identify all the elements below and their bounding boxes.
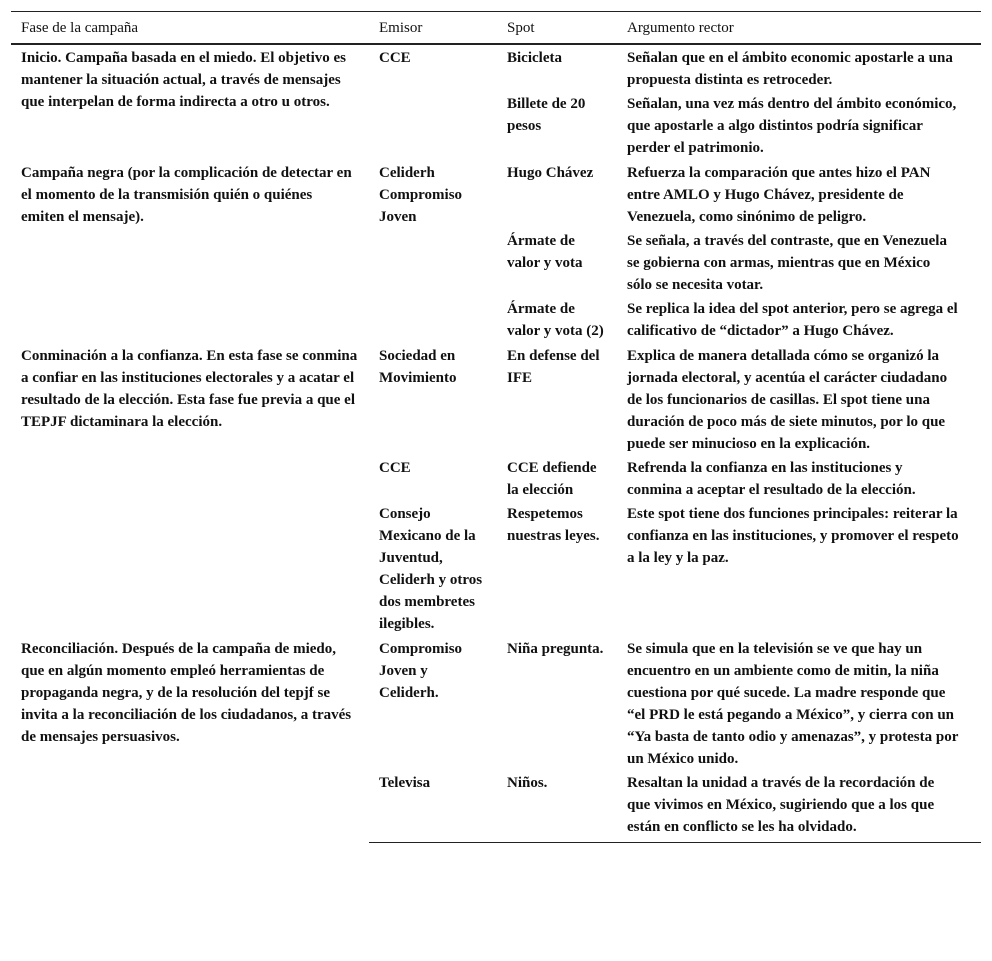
argumento-cell: Se señala, a través del contraste, que en Venezuela se gobierna con armas, mientras que en México sólo se necesita votar. <box>627 233 947 293</box>
argumento-cell: Explica de manera detallada cómo se organizó la jornada electoral, y acentúa el carácter ciudadano de los funcionarios de casillas. El spot tiene una duración de poco más de siete minutos, por lo que puede ser minucioso en la explicación. <box>627 348 948 452</box>
spot-cell: Ármate de valor y vota <box>507 233 583 271</box>
argumento-cell: Refrenda la confianza en las instituciones y conmina a aceptar el resultado de la elección. <box>627 460 916 498</box>
spot-cell: Billete de 20 pesos <box>507 96 586 134</box>
spot-cell: Hugo Chávez <box>507 165 594 181</box>
argumento-cell: Este spot tiene dos funciones principales: reiterar la confianza en las instituciones, y promover el respeto a la ley y la paz. <box>627 506 959 566</box>
header-argumento: Argumento rector <box>617 12 981 45</box>
argumento-cell: Resaltan la unidad a través de la recordación de que vivimos en México, sugiriendo que a los que están en conflicto se les ha olvidado. <box>617 771 981 843</box>
fase-cell: Conminación a la confianza. En esta fase se conmina a confiar en las instituciones electorales y a acatar el resultado de la elección. Esta fase fue previa a que el TEPJF dictaminara la elección. <box>21 348 358 430</box>
header-fase: Fase de la campaña <box>11 12 369 45</box>
table-row <box>11 44 981 92</box>
emisor-cell: CCE <box>379 460 411 476</box>
emisor-cell: Televisa <box>369 771 497 843</box>
spot-cell: Niños. <box>497 771 617 843</box>
argumento-cell: Se simula que en la televisión se ve que hay un encuentro en un ambiente como de mitin, la niña cuestiona por qué sucede. La madre responde que “el PRD le está pegando a México”, y cierra con un “Ya basta de tanto odio y amenazas”, y protesta por un México unido. <box>627 641 959 767</box>
emisor-cell <box>369 92 497 160</box>
argumento-cell: Señalan que en el ámbito economic apostarle a una propuesta distinta es retroceder. <box>627 50 953 88</box>
emisor-cell: Celiderh Compromiso Joven <box>379 165 463 225</box>
argumento-cell: Refuerza la comparación que antes hizo el PAN entre AMLO y Hugo Chávez, presidente de Venezuela, como sinónimo de peligro. <box>627 165 931 225</box>
fase-cell: Campaña negra (por la complicación de detectar en el momento de la transmisión quién o quiénes emiten el mensaje). <box>21 165 352 225</box>
fase-cell: Reconciliación. Después de la campaña de miedo, que en algún momento empleó herramientas de propaganda negra, y de la resolución del tepjf se invita a la reconciliación de los ciudadanos, a través de mensajes persuasivos. <box>21 641 352 745</box>
emisor-cell <box>369 229 497 297</box>
emisor-cell: Consejo Mexicano de la Juventud, Celiderh y otros dos membretes ilegibles. <box>379 506 483 632</box>
table-row <box>11 160 981 229</box>
header-row <box>11 12 981 45</box>
header-emisor: Emisor <box>369 12 497 45</box>
fase-cell: Inicio. Campaña basada en el miedo. El objetivo es mantener la situación actual, a través de mensajes que interpelan de forma indirecta a otro u otros. <box>21 50 347 110</box>
spot-cell: Bicicleta <box>507 50 562 66</box>
campaign-table <box>11 11 981 843</box>
spot-cell: Ármate de valor y vota (2) <box>507 301 604 339</box>
table-row <box>11 343 981 456</box>
argumento-cell: Señalan, una vez más dentro del ámbito económico, que apostarle a algo distintos podría significar perder el patrimonio. <box>627 96 957 156</box>
spot-cell: Niña pregunta. <box>507 641 604 657</box>
spot-cell: CCE defiende la elección <box>507 460 597 498</box>
emisor-cell: CCE <box>379 50 411 66</box>
emisor-cell: Sociedad en Movimiento <box>379 348 457 386</box>
header-spot: Spot <box>497 12 617 45</box>
emisor-cell: Compromiso Joven y Celiderh. <box>379 641 463 701</box>
spot-cell: En defense del IFE <box>507 348 600 386</box>
table-row <box>11 636 981 771</box>
emisor-cell <box>369 297 497 343</box>
spot-cell: Respetemos nuestras leyes. <box>507 506 600 544</box>
argumento-cell: Se replica la idea del spot anterior, pero se agrega el calificativo de “dictador” a Hugo Chávez. <box>627 301 958 339</box>
